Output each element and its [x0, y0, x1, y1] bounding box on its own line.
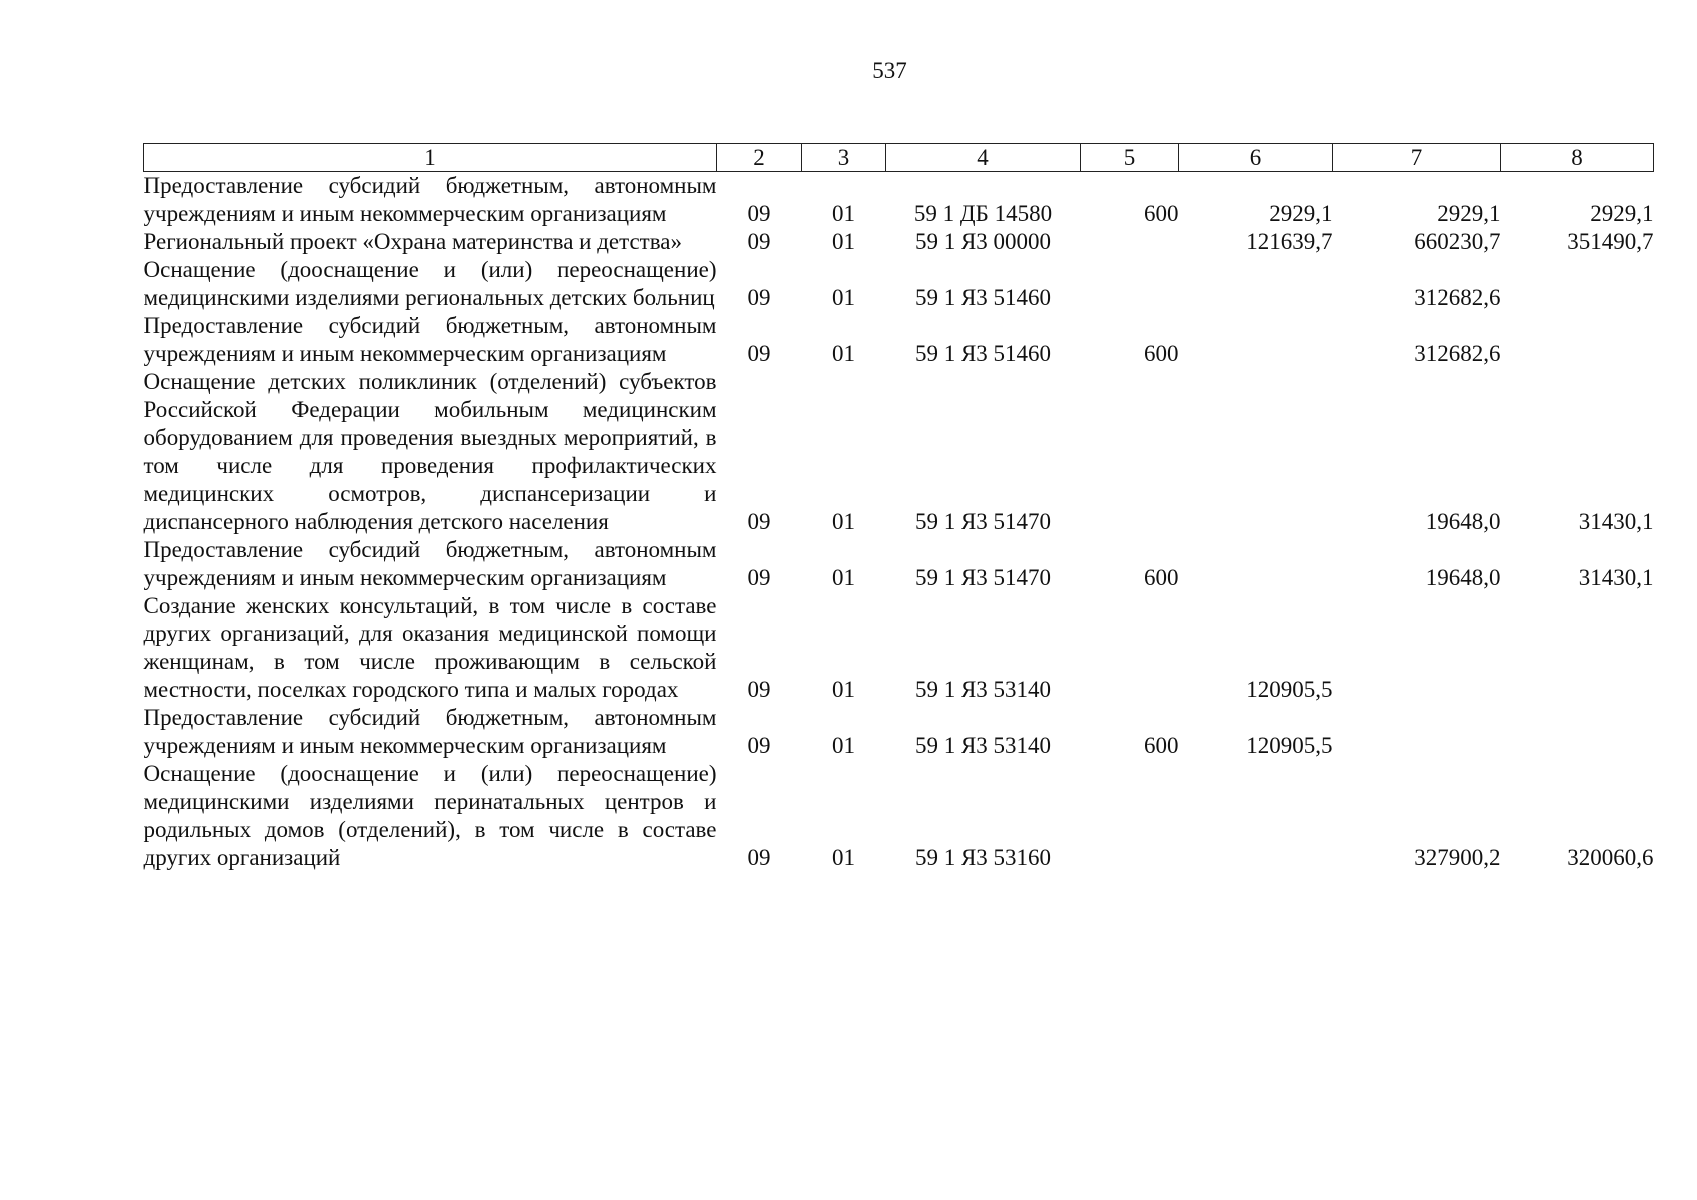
cell-col2: 09	[747, 733, 771, 758]
column-header: 5	[1081, 144, 1179, 172]
cell-col8: 2929,1	[1590, 201, 1654, 226]
cell-col4: 59 1 Я3 51460	[914, 341, 1052, 366]
row-description: Предоставление субсидий бюджетным, автономным учреждениям и иным некоммерческим организациям	[143, 173, 717, 226]
cell-col2: 09	[747, 565, 771, 590]
cell-col4: 59 1 Я3 51470	[914, 509, 1052, 534]
cell-col8: 31430,1	[1578, 565, 1654, 590]
column-header: 2	[717, 144, 802, 172]
page-number: 537	[872, 58, 907, 83]
table-row	[144, 760, 1654, 872]
row-description: Предоставление субсидий бюджетным, автономным учреждениям и иным некоммерческим организациям	[143, 313, 717, 366]
table-row	[144, 312, 1654, 368]
row-description: Оснащение (дооснащение и (или) переоснащение) медицинскими изделиями региональных детских больниц	[143, 257, 717, 310]
table-row	[144, 228, 1654, 256]
cell-col4: 59 1 Я3 51460	[914, 285, 1052, 310]
cell-col5	[1081, 368, 1179, 536]
cell-col6	[1179, 368, 1333, 536]
cell-col7	[1333, 704, 1501, 760]
cell-col6	[1179, 312, 1333, 368]
cell-col7: 312682,6	[1414, 285, 1501, 310]
cell-col6	[1179, 256, 1333, 312]
cell-col6: 2929,1	[1269, 201, 1333, 226]
column-header: 4	[886, 144, 1081, 172]
cell-col7: 327900,2	[1414, 845, 1501, 870]
cell-col7: 19648,0	[1425, 509, 1501, 534]
cell-col4: 59 1 Я3 53140	[914, 733, 1052, 758]
cell-col6: 120905,5	[1246, 733, 1333, 758]
table-header-row	[144, 144, 1654, 172]
cell-col3: 01	[832, 733, 855, 758]
cell-col4: 59 1 Я3 00000	[914, 229, 1052, 254]
cell-col6	[1179, 536, 1333, 592]
cell-col4: 59 1 Я3 53140	[914, 677, 1052, 702]
cell-col3: 01	[832, 565, 855, 590]
cell-col3: 01	[832, 285, 855, 310]
cell-col8	[1501, 312, 1654, 368]
cell-col8	[1501, 592, 1654, 704]
cell-col7	[1333, 592, 1501, 704]
cell-col8: 351490,7	[1567, 229, 1654, 254]
cell-col5	[1081, 592, 1179, 704]
budget-table	[143, 143, 1654, 872]
cell-col7: 2929,1	[1437, 201, 1501, 226]
cell-col3: 01	[832, 229, 855, 254]
column-header: 6	[1179, 144, 1333, 172]
cell-col2: 09	[747, 845, 771, 870]
cell-col3: 01	[832, 677, 855, 702]
cell-col5	[1081, 228, 1179, 256]
row-description: Предоставление субсидий бюджетным, автономным учреждениям и иным некоммерческим организациям	[143, 537, 717, 590]
cell-col7: 19648,0	[1425, 565, 1501, 590]
column-header: 7	[1333, 144, 1501, 172]
cell-col4: 59 1 Я3 51470	[914, 565, 1052, 590]
cell-col2: 09	[747, 285, 771, 310]
cell-col4: 59 1 ДБ 14580	[913, 201, 1053, 226]
cell-col5: 600	[1144, 733, 1179, 758]
row-description: Оснащение (дооснащение и (или) переоснащение) медицинскими изделиями перинатальных центров и родильных домов (отделений), в том числе в составе других организаций	[143, 761, 717, 870]
cell-col3: 01	[832, 341, 855, 366]
cell-col8: 320060,6	[1567, 845, 1654, 870]
cell-col6: 120905,5	[1246, 677, 1333, 702]
cell-col8: 31430,1	[1578, 509, 1654, 534]
row-description: Создание женских консультаций, в том числе в составе других организаций, для оказания медицинской помощи женщинам, в том числе проживающим в сельской местности, поселках городского типа и малых городах	[143, 593, 717, 702]
cell-col3: 01	[832, 845, 855, 870]
cell-col5: 600	[1144, 201, 1179, 226]
cell-col5: 600	[1144, 341, 1179, 366]
column-header: 8	[1501, 144, 1654, 172]
column-header: 1	[144, 144, 717, 172]
cell-col5	[1081, 760, 1179, 872]
row-description: Оснащение детских поликлиник (отделений) субъектов Российской Федерации мобильным медицинским оборудованием для проведения выездных мероприятий, в том числе для проведения профилактических медицинских осмотров, диспансеризации и диспансерного наблюдения детского населения	[143, 369, 717, 534]
cell-col2: 09	[747, 201, 771, 226]
cell-col2: 09	[747, 677, 771, 702]
cell-col2: 09	[747, 229, 771, 254]
row-description: Региональный проект «Охрана материнства и детства»	[143, 229, 682, 254]
table-row	[144, 172, 1654, 229]
cell-col4: 59 1 Я3 53160	[914, 845, 1052, 870]
table-row	[144, 536, 1654, 592]
table-row	[144, 256, 1654, 312]
cell-col3: 01	[832, 201, 855, 226]
cell-col2: 09	[747, 509, 771, 534]
cell-col8	[1501, 704, 1654, 760]
row-description: Предоставление субсидий бюджетным, автономным учреждениям и иным некоммерческим организациям	[143, 705, 717, 758]
cell-col3: 01	[832, 509, 855, 534]
cell-col5: 600	[1144, 565, 1179, 590]
cell-col6: 121639,7	[1246, 229, 1333, 254]
cell-col6	[1179, 760, 1333, 872]
table-row	[144, 368, 1654, 536]
table-row	[144, 592, 1654, 704]
cell-col2: 09	[747, 341, 771, 366]
column-header: 3	[802, 144, 886, 172]
cell-col8	[1501, 256, 1654, 312]
cell-col7: 312682,6	[1414, 341, 1501, 366]
table-row	[144, 704, 1654, 760]
cell-col5	[1081, 256, 1179, 312]
cell-col7: 660230,7	[1414, 229, 1501, 254]
